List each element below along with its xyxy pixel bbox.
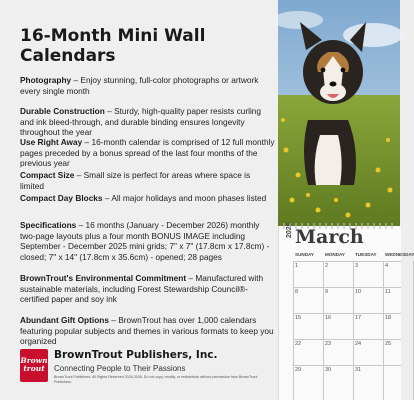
calendar-day-header: SUNDAY: [295, 252, 314, 257]
grid-line: [323, 261, 324, 400]
feature-text: Enjoy stunning, full-color photographs or artwork every single month: [20, 75, 259, 96]
calendar-date: 15: [295, 315, 302, 321]
feature-heading: Photography: [20, 75, 72, 85]
feature-item: [20, 315, 275, 347]
feature-text: Sturdy, high-quality paper resists curling and ink bleed-through, and durable binding ensures longevity throughout the year: [20, 106, 262, 138]
calendar-year: 2026: [286, 222, 293, 238]
feature-item: [20, 106, 275, 138]
feature-separator: –: [108, 315, 119, 325]
feature-item: [20, 220, 275, 262]
calendar-day-header: MONDAY: [325, 252, 345, 257]
calendar-date: 1: [295, 263, 299, 269]
calendar-date: 18: [385, 315, 392, 321]
brand-tagline: Connecting People to Their Passions: [54, 364, 186, 373]
calendar-date: 29: [295, 367, 302, 373]
calendar-date: 24: [355, 341, 362, 347]
corgi-photo: [278, 0, 400, 226]
grid-line: [293, 365, 401, 366]
calendar-date: 22: [295, 341, 302, 347]
calendar-date: 11: [385, 289, 391, 295]
calendar-date: 9: [325, 289, 329, 295]
calendar-date: 10: [355, 289, 362, 295]
feature-separator: –: [82, 137, 92, 147]
feature-item: [20, 75, 275, 96]
feature-text: Small size is perfect for areas where space is limited: [20, 170, 251, 191]
grid-line: [353, 261, 354, 400]
feature-heading: Durable Construction: [20, 106, 105, 116]
feature-item: [20, 273, 275, 305]
feature-separator: –: [74, 170, 84, 180]
brand-name: BrownTrout Publishers, Inc.: [54, 349, 218, 361]
feature-text: 16 months (January - December 2026) monthly two-page layouts plus a four month BONUS IMAGE including September - December 2025 mini grids; 7" x 7" (17.8cm x 17.8cm) - closed; 7" x 14" (17.8cm x 35.6cm) - opened; 28 pages: [20, 220, 270, 262]
spiral-binding: [278, 222, 400, 230]
calendar-date: 30: [325, 367, 332, 373]
feature-text: 16-month calendar is comprised of 12 full monthly pages preceded by a bonus spread of the last four months of the previous year: [20, 137, 275, 169]
calendar-date: 2: [325, 263, 329, 269]
calendar-date: 31: [355, 367, 362, 373]
grid-line: [293, 261, 294, 400]
calendar-grid: [293, 252, 414, 400]
grid-line: [293, 313, 401, 314]
feature-item: [20, 137, 275, 169]
calendar-date: 25: [385, 341, 392, 347]
calendar-date: 3: [355, 263, 359, 269]
grid-line: [383, 261, 384, 400]
calendar-day-header: WEDNESDAY: [385, 252, 414, 257]
feature-text: Manufactured with sustainable materials, including Forest Stewardship Council®-certified paper and soy ink: [20, 273, 264, 305]
feature-separator: –: [186, 273, 196, 283]
feature-separator: –: [71, 75, 81, 85]
calendar-month: March: [295, 226, 364, 248]
feature-separator: –: [104, 106, 115, 116]
page-title: 16-Month Mini Wall Calendars: [20, 26, 206, 66]
feature-heading: Use Right Away: [20, 137, 83, 147]
feature-heading: Compact Day Blocks: [20, 193, 103, 203]
calendar-date: 16: [325, 315, 332, 321]
feature-text: BrownTrout has over 1,000 calendars featuring popular subjects and themes in various formats to keep you organized: [20, 315, 274, 347]
grid-line: [293, 339, 401, 340]
calendar-date: 4: [385, 263, 389, 269]
feature-text: All major holidays and moon phases listed: [111, 193, 267, 203]
feature-separator: –: [76, 220, 86, 230]
feature-heading: Abundant Gift Options: [20, 315, 109, 325]
grid-line: [293, 261, 401, 262]
feature-item: [20, 193, 275, 204]
feature-heading: BrownTrout's Environmental Commitment: [20, 273, 187, 283]
feature-heading: Specifications: [20, 220, 77, 230]
copyright-fine-print: BrownTrout Publishers. All Rights Reserved 2025-2026. Do not copy, modify, or redistribute without permission from BrownTrout Publishers.: [54, 375, 258, 384]
calendar-day-header: TUESDAY: [355, 252, 377, 257]
browntrout-logo: Brown trout: [20, 349, 48, 382]
calendar-page: [278, 222, 414, 400]
feature-heading: Compact Size: [20, 170, 75, 180]
calendar-date: 23: [325, 341, 332, 347]
grid-line: [293, 287, 401, 288]
calendar-date: 17: [355, 315, 362, 321]
feature-item: [20, 170, 275, 191]
feature-separator: –: [102, 193, 112, 203]
calendar-date: 8: [295, 289, 299, 295]
